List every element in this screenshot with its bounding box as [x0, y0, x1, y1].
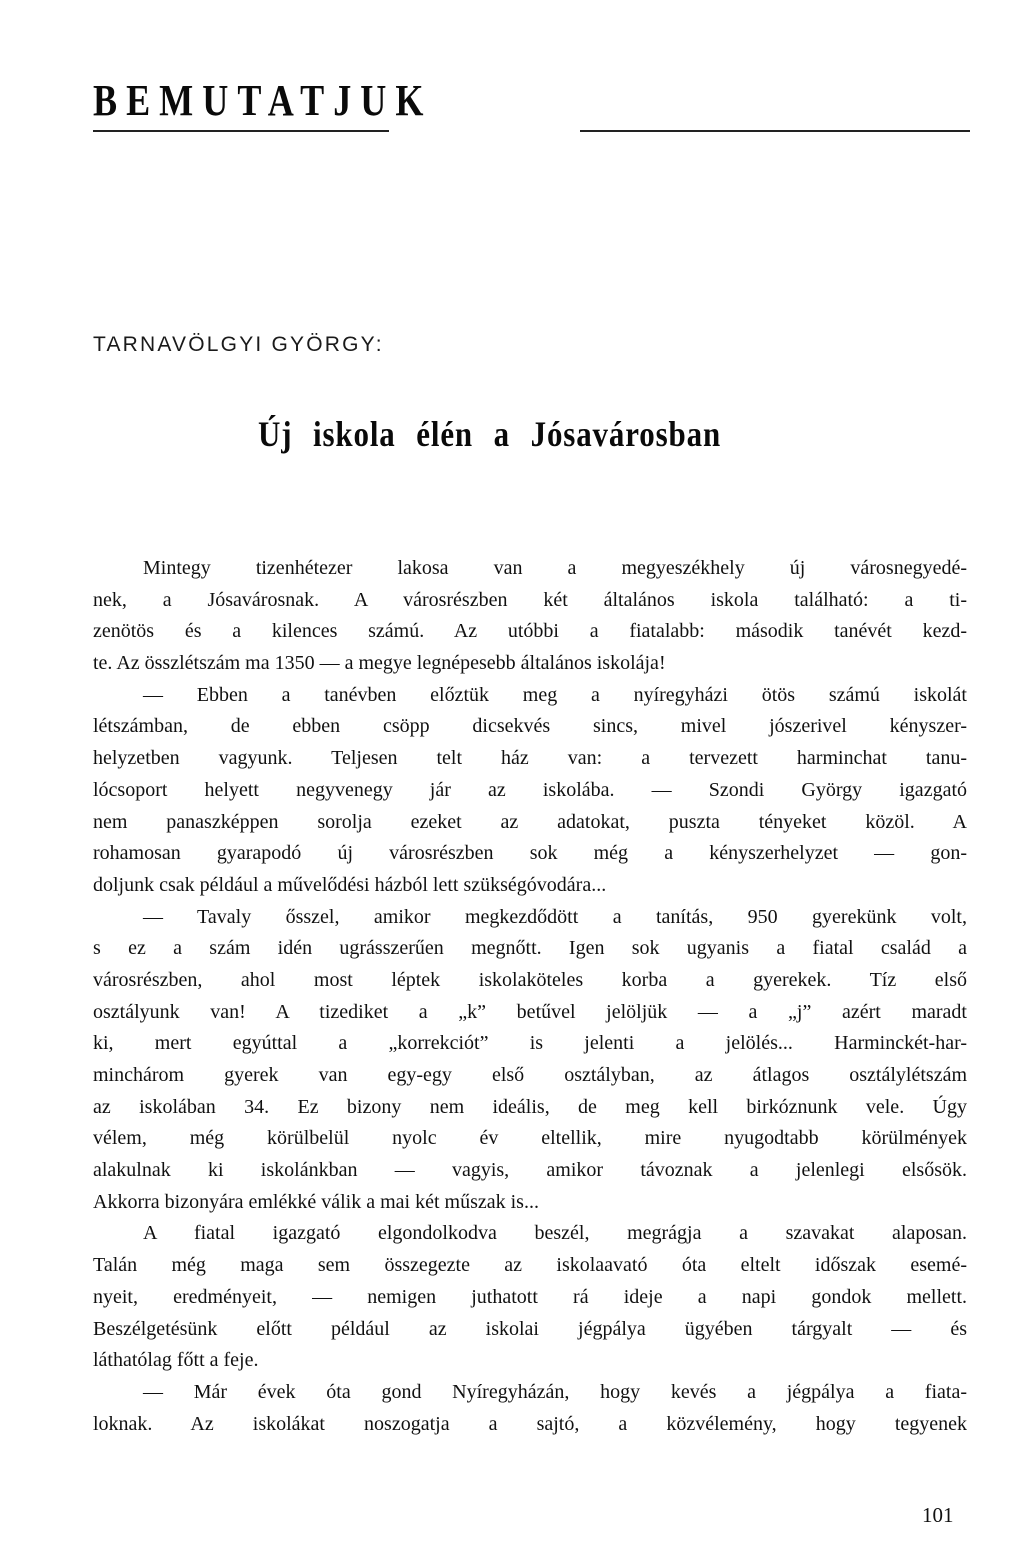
body-line: lócsoport helyett negyvenegy jár az iskolába. — Szondi György igazgató: [93, 778, 967, 801]
body-line: nyeit, eredményeit, — nemigen juthatott rá ideje a napi gondok mellett.: [93, 1285, 967, 1308]
body-line: létszámban, de ebben csöpp dicsekvés sincs, mivel jószerivel kényszer-: [93, 715, 967, 738]
article-title: Új iskola élén a Jósavárosban: [258, 414, 722, 454]
header-rule-right: [580, 130, 970, 132]
author-byline: TARNAVÖLGYI GYÖRGY:: [93, 333, 384, 356]
body-line: — Tavaly ősszel, amikor megkezdődött a tanítás, 950 gyerekünk volt,: [143, 905, 967, 928]
body-line: láthatólag főtt a feje.: [93, 1349, 259, 1372]
page-number: 101: [922, 1503, 954, 1527]
header-rule-left: [93, 130, 389, 132]
body-line: nek, a Jósavárosnak. A városrészben két általános iskola található: a ti-: [93, 588, 967, 611]
body-line: Talán még maga sem összegezte az iskolaavató óta eltelt időszak esemé-: [93, 1254, 967, 1277]
body-line: doljunk csak például a művelődési házból lett szükségóvodára...: [93, 873, 607, 896]
body-line: ki, mert egyúttal a „korrekciót” is jelenti a jelölés... Harminckét-har-: [93, 1032, 967, 1055]
body-line: vélem, még körülbelül nyolc év eltellik, mire nyugodtabb körülmények: [93, 1127, 967, 1150]
body-line: zenötös és a kilences számú. Az utóbbi a fiatalabb: második tanévét kezd-: [93, 620, 967, 643]
body-line: — Ebben a tanévben előztük meg a nyíregyházi ötös számú iskolát: [143, 683, 967, 706]
body-line: helyzetben vagyunk. Teljesen telt ház van: a tervezett harminchat tanu-: [93, 747, 967, 770]
body-line: Mintegy tizenhétezer lakosa van a megyeszékhely új városnegyedé-: [143, 557, 967, 579]
body-line: az iskolában 34. Ez bizony nem ideális, de meg kell birkóznunk vele. Úgy: [93, 1095, 967, 1118]
body-line: — Már évek óta gond Nyíregyházán, hogy kevés a jégpálya a fiata-: [143, 1380, 967, 1403]
body-line: Beszélgetésünk előtt például az iskolai jégpálya ügyében tárgyalt — és: [93, 1317, 967, 1340]
body-line: Akkorra bizonyára emlékké válik a mai két műszak is...: [93, 1190, 539, 1213]
body-line: A fiatal igazgató elgondolkodva beszél, megrágja a szavakat alaposan.: [143, 1222, 967, 1245]
body-line: loknak. Az iskolákat noszogatja a sajtó, a közvélemény, hogy tegyenek: [93, 1412, 967, 1435]
body-line: te. Az összlétszám ma 1350 — a megye legnépesebb általános iskolája!: [93, 652, 666, 675]
body-line: nem panaszképpen sorolja ezeket az adatokat, puszta tényeket közöl. A: [93, 810, 967, 833]
body-line: minchárom gyerek van egy-egy első osztályban, az átlagos osztálylétszám: [93, 1064, 967, 1086]
article-body: [93, 553, 967, 1440]
body-line: s ez a szám idén ugrásszerűen megnőtt. Igen sok ugyanis a fiatal család a: [93, 937, 967, 960]
section-header: BEMUTATJUK: [93, 76, 433, 125]
body-line: osztályunk van! A tizediket a „k” betűvel jelöljük — a „j” azért maradt: [93, 1000, 967, 1023]
body-line: rohamosan gyarapodó új városrészben sok még a kényszerhelyzet — gon-: [93, 842, 967, 865]
body-line: alakulnak ki iskolánkban — vagyis, amikor távoznak a jelenlegi elsősök.: [93, 1159, 967, 1182]
body-line: városrészben, ahol most léptek iskolaköteles korba a gyerekek. Tíz első: [93, 968, 967, 991]
